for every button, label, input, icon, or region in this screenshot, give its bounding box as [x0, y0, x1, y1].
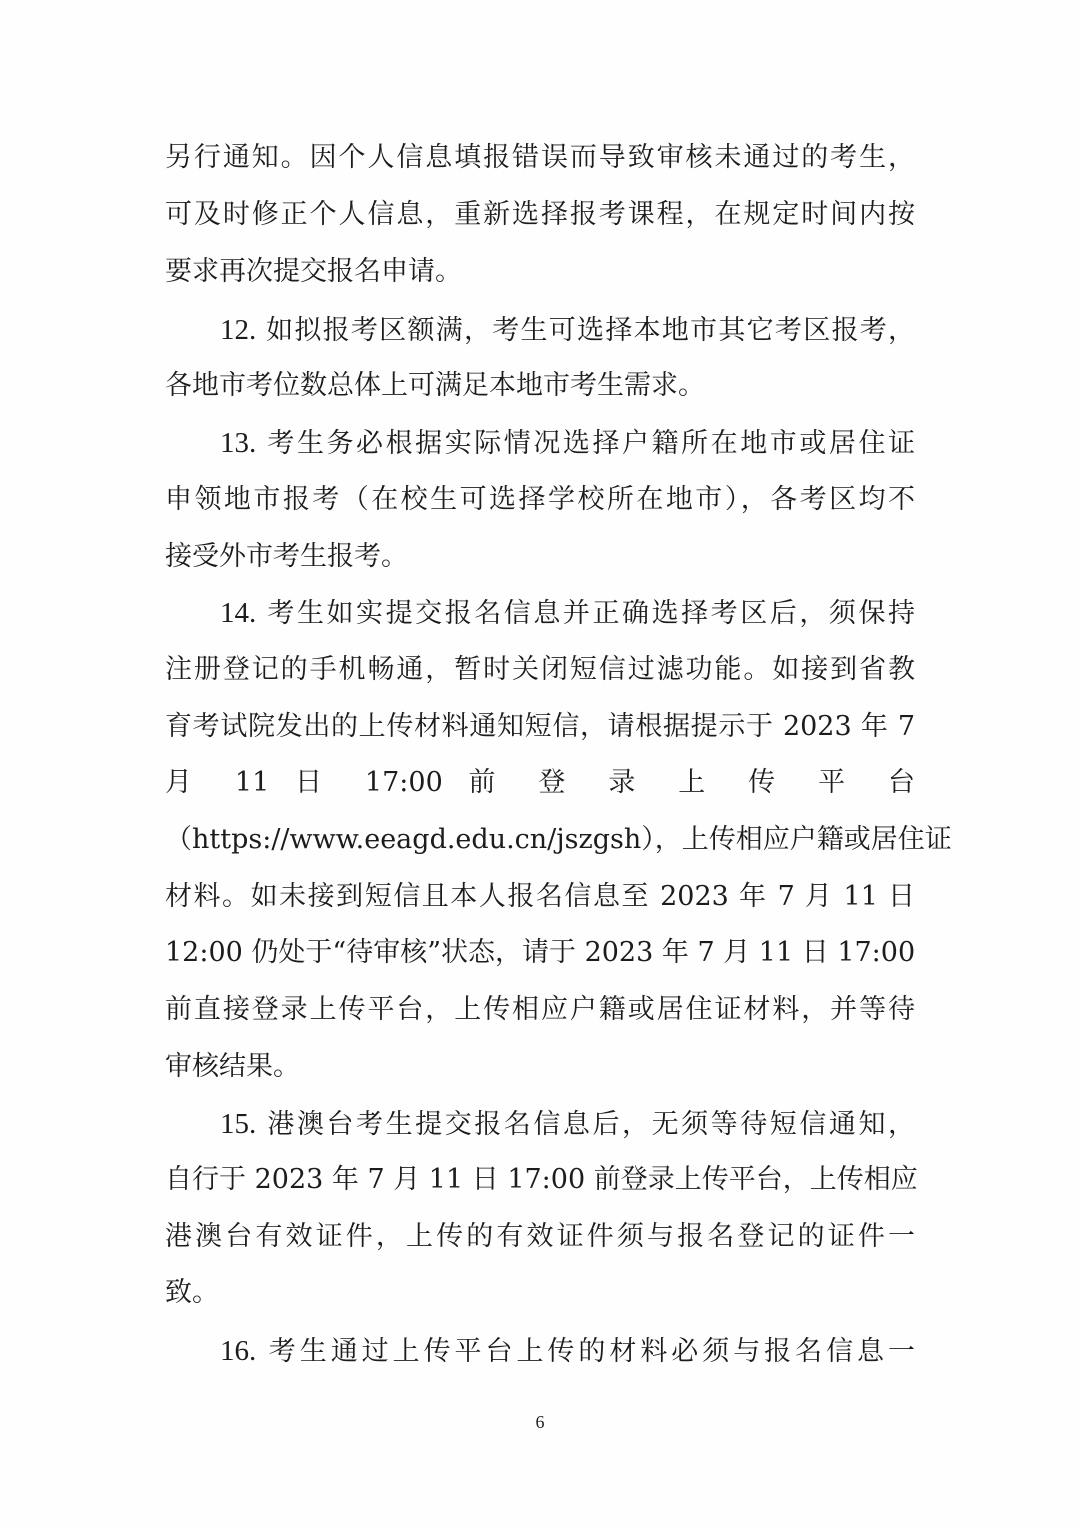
paragraph-line: 可及时修正个人信息，重新选择报考课程，在规定时间内按 [165, 199, 915, 230]
paragraph-line: 前直接登录上传平台，上传相应户籍或居住证材料，并等待 [165, 994, 915, 1025]
item-15-first-line [220, 1104, 915, 1144]
paragraph-text: 考生通过上传平台上传的材料必须与报名信息一 [268, 1336, 915, 1367]
paragraph-line: 注册登记的手机畅通，暂时关闭短信过滤功能。如接到省教 [165, 654, 915, 685]
paragraph-line: 要求再次提交报名申请。 [165, 256, 462, 287]
item-number: 16. [220, 1335, 257, 1367]
paragraph-line: 自行于 2023 年 7 月 11 日 17:00 前登录上传平台，上传相应 [165, 1164, 918, 1195]
paragraph-line: 另行通知。因个人信息填报错误而导致审核未通过的考生， [165, 142, 915, 173]
item-number: 14. [220, 597, 257, 629]
paragraph-line: 致。 [165, 1277, 219, 1308]
paragraph-line: 各地市考位数总体上可满足本地市考生需求。 [165, 370, 705, 401]
paragraph-line: 接受外市考生报考。 [165, 541, 408, 572]
item-13-first-line [220, 423, 915, 463]
paragraph-line: 材料。如未接到短信且本人报名信息至 2023 年 7 月 11 日 [165, 881, 915, 912]
paragraph-line: 12:00 仍处于“待审核”状态，请于 2023 年 7 月 11 日 17:00 [165, 937, 916, 968]
item-14-first-line [220, 593, 915, 633]
paragraph-line: 审核结果。 [165, 1051, 300, 1082]
paragraph-text: 港澳台考生提交报名信息后，无须等待短信通知， [267, 1109, 915, 1140]
paragraph-text: 如拟报考区额满，考生可选择本地市其它考区报考， [266, 315, 915, 346]
page-number: 6 [535, 1412, 545, 1432]
item-number: 15. [220, 1108, 257, 1140]
paragraph-line-spaced: 月 11 日 17:00 前 登 录 上 传 平 台 [165, 767, 915, 798]
paragraph-line: 港澳台有效证件，上传的有效证件须与报名登记的证件一 [165, 1221, 915, 1252]
item-number: 13. [220, 427, 257, 459]
paragraph-line: 申领地市报考（在校生可选择学校所在地市），各考区均不 [165, 484, 915, 515]
paragraph-text: 考生务必根据实际情况选择户籍所在地市或居住证 [267, 428, 915, 459]
item-number: 12. [220, 314, 257, 346]
paragraph-line: 育考试院发出的上传材料通知短信，请根据提示于 2023 年 7 [165, 711, 915, 742]
item-16-first-line [220, 1331, 915, 1371]
paragraph-text: 考生如实提交报名信息并正确选择考区后，须保持 [267, 598, 915, 629]
upload-platform-link-line[interactable]: （https://www.eeagd.edu.cn/jszgsh），上传相应户籍或居住证 [165, 824, 952, 855]
item-12-first-line [220, 310, 915, 350]
